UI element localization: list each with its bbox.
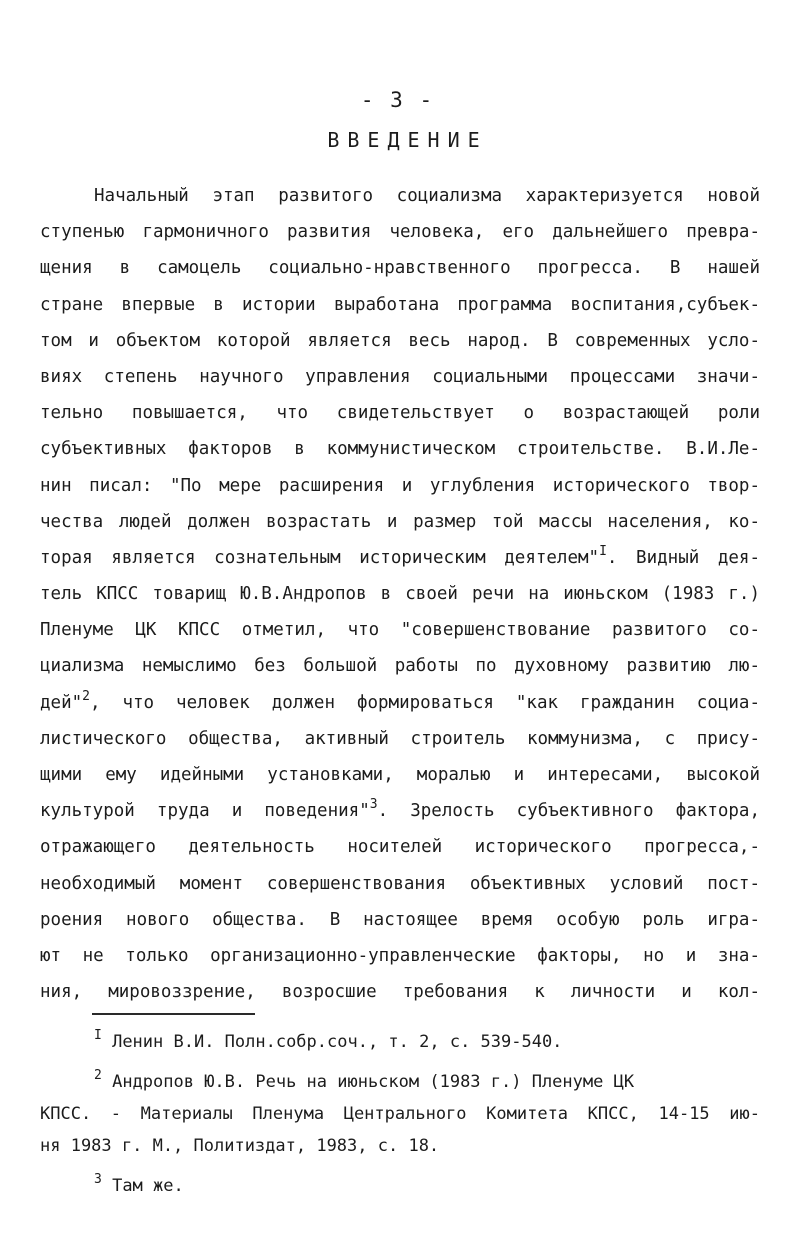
text-line: стране впервые в истории выработана программа воспитания,субъек- <box>40 294 760 315</box>
footnote-text: Ленин В.И. Полн.собр.соч., т. 2, с. 539-540. <box>112 1032 563 1052</box>
footnote-2 <box>40 1066 760 1098</box>
text-line <box>40 685 760 721</box>
text-line: тельно повышается, что свидетельствует о возрастающей роли <box>40 403 760 424</box>
footnote-ref-2: 2 <box>82 688 90 704</box>
text-fragment: , что человек должен формироваться "как гражданин социа- <box>89 692 760 713</box>
footnote-marker: 3 <box>94 1172 102 1187</box>
text-line <box>40 540 760 576</box>
footnote-ref-3: 3 <box>369 797 378 813</box>
text-line: щения в самоцель социально-нравственного прогресса. В нашей <box>40 258 760 279</box>
text-line: нин писал: "По мере расширения и углубления исторического твор- <box>40 475 760 496</box>
text-fragment: . Зрелость субъективного фактора, <box>377 801 760 822</box>
text-line: щими ему идейными установками, моралью и интересами, высокой <box>40 765 760 785</box>
text-line: чества людей должен возрастать и размер той массы населения, ко- <box>40 511 760 532</box>
text-line: листического общества, активный строитель коммунизма, с прису- <box>40 728 760 749</box>
text-line: том и объектом которой является весь народ. В современных усло- <box>40 330 760 351</box>
text-line: отражающего деятельность носителей исторического прогресса,- <box>40 837 760 858</box>
text-fragment: дей" <box>40 692 83 713</box>
footnote-marker: 2 <box>94 1068 102 1083</box>
text-fragment: . Видный дея- <box>606 547 761 568</box>
section-heading: ВВЕДЕНИЕ <box>327 128 488 152</box>
text-fragment: торая является сознательным историческим деятелем" <box>40 547 600 568</box>
footnote-divider <box>92 1013 255 1015</box>
footnote-text: Андропов Ю.В. Речь на июньском (1983 г.) Пленуме ЦК <box>112 1072 635 1092</box>
text-line: тель КПСС товарищ Ю.В.Андропов в своей речи на июньском (1983 г.) <box>40 584 760 605</box>
text-line: роения нового общества. В настоящее время особую роль игра- <box>40 909 760 930</box>
footnote-text: Там же. <box>112 1176 184 1196</box>
text-line: субъективных факторов в коммунистическом строительстве. В.И.Ле- <box>40 439 760 460</box>
footnote-1 <box>40 1026 760 1058</box>
footnote-2-continuation: ня 1983 г. М., Политиздат, 1983, с. 18. <box>40 1136 440 1156</box>
text-line: необходимый момент совершенствования объективных условий пост- <box>40 873 760 894</box>
text-line: Пленуме ЦК КПСС отметил, что "совершенствование развитого со- <box>40 620 760 641</box>
text-line: ступенью гармоничного развития человека, его дальнейшего превра- <box>40 222 760 243</box>
body-text <box>40 178 760 1010</box>
page-number: - 3 - <box>360 88 435 112</box>
footnotes <box>40 1026 760 1202</box>
text-line <box>40 793 760 829</box>
text-line: виях степень научного управления социальными процессами значи- <box>40 366 760 387</box>
footnote-2-continuation: КПСС. - Материалы Пленума Центрального Комитета КПСС, 14-15 ию- <box>40 1104 760 1124</box>
footnote-3 <box>40 1170 760 1202</box>
text-fragment: культурой труда и поведения" <box>40 801 370 822</box>
text-line: ют не только организационно-управленческие факторы, но и зна- <box>40 945 760 966</box>
text-line: ния, мировоззрение, возросшие требования к личности и кол- <box>40 982 760 1003</box>
text-line: циализма немыслимо без большой работы по духовному развитию лю- <box>40 656 760 677</box>
footnote-marker: I <box>94 1028 102 1043</box>
text-line: Начальный этап развитого социализма характеризуется новой <box>94 186 760 206</box>
footnote-ref-1: I <box>599 543 607 559</box>
